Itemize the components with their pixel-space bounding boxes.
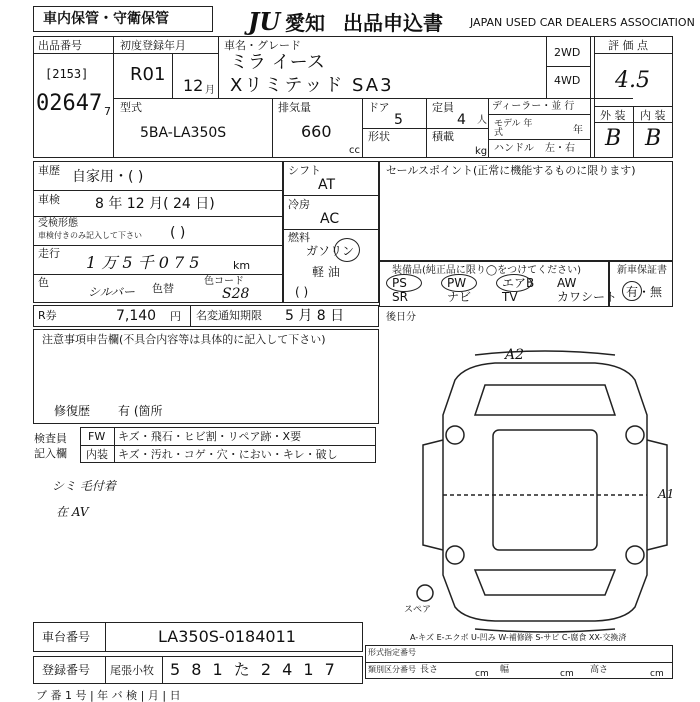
displacement-label: 排気量: [278, 101, 311, 114]
history-label: 車歴: [38, 164, 60, 177]
sales-point-label: セールスポイント(正常に機能するものに限ります): [386, 164, 636, 177]
fuel-gasoline-circle: [334, 238, 360, 262]
car-diagram: [415, 345, 675, 635]
recycle-label: R券: [38, 309, 57, 322]
inspector-label-2: 記入欄: [34, 447, 67, 460]
year-unit: 年: [573, 125, 583, 136]
footer-text: ブ 番 1 号 | 年 バ 検 | 月 | 日: [36, 689, 181, 702]
tax-label: 名変通知期限: [196, 309, 262, 322]
handwritten-note-2: 在 AV: [56, 505, 89, 519]
color-code-value: S28: [222, 286, 250, 302]
height-label: 高さ: [590, 665, 609, 675]
damage-mark-a2: A2: [505, 347, 525, 363]
shape-label: 形状: [368, 130, 390, 143]
first-reg-year: R01: [130, 64, 166, 85]
inspection-label: 車検: [38, 193, 60, 206]
dealer-label: ディーラー・並 行: [492, 101, 575, 112]
handle-label: ハンドル: [494, 143, 534, 154]
first-reg-month: 12: [183, 76, 204, 95]
length-label: 長さ: [420, 665, 439, 675]
fuel-other: ( ): [295, 285, 309, 299]
plate-region: 尾張小牧: [110, 664, 154, 677]
fw-label: FW: [88, 430, 106, 443]
width-label: 幅: [500, 665, 510, 675]
height-unit: cm: [650, 669, 664, 679]
vehicle-grade: Xリミテッド SA3: [230, 75, 394, 96]
displacement-unit: cc: [349, 145, 360, 156]
chassis-value: LA350S-0184011: [158, 627, 296, 646]
plate-label: 登録番号: [42, 663, 91, 677]
model-label: 型式: [120, 101, 142, 114]
displacement-value: 660: [301, 122, 332, 141]
vehicle-name: ミラ イース: [230, 52, 325, 73]
plate-value: 5 8 1 た 2 4 1 7: [170, 660, 338, 679]
repair-value: 有 (箇所: [118, 404, 163, 418]
length-unit: cm: [475, 669, 489, 679]
fw-items: キズ・飛石・ヒビ割・リペア跡・X要: [118, 430, 302, 443]
storage-label: 車内保管・守衛保管: [43, 11, 169, 27]
equipment-item[interactable]: SR: [392, 290, 408, 304]
listing-number: 02647: [36, 91, 103, 116]
recycle-unit: 円: [170, 310, 181, 323]
equipment-item[interactable]: PW: [447, 276, 467, 290]
equipment-item[interactable]: TV: [502, 290, 518, 304]
org-english: JAPAN USED CAR DEALERS ASSOCIATION: [470, 16, 695, 29]
chassis-label: 車台番号: [42, 630, 91, 644]
doors-label: ドア: [368, 101, 390, 114]
int-items: キズ・汚れ・コゲ・穴・におい・キレ・破し: [118, 448, 338, 461]
first-reg-month-unit: 月: [205, 85, 215, 96]
equipment-item[interactable]: PS: [392, 276, 407, 290]
warranty-label: 新車保証書: [617, 265, 667, 276]
exterior-value: B: [605, 126, 622, 151]
model-value: 5BA-LA350S: [140, 125, 227, 141]
damage-mark-a1: A1: [658, 487, 675, 501]
capacity-value: 4: [457, 112, 466, 128]
accept-note: 車検付きのみ記入して下さい: [38, 231, 142, 240]
exterior-label: 外 装: [600, 109, 626, 122]
ju-logo: JU: [248, 7, 281, 36]
score-value: 4.5: [615, 68, 650, 93]
inspection-value: 8 年 12 月( 24 日): [95, 196, 215, 212]
warranty-value[interactable]: 有・無: [626, 285, 663, 299]
vehicle-name-label: 車名・グレード: [224, 39, 301, 52]
warranty-yes-circle: [622, 281, 642, 301]
interior-label: 内 装: [640, 109, 666, 122]
mileage-unit: km: [233, 259, 251, 272]
width-unit: cm: [560, 669, 574, 679]
color-change-label: 色替: [152, 282, 174, 295]
fuel-label: 燃料: [288, 231, 310, 244]
shift-label: シフト: [288, 164, 321, 177]
load-unit: kg: [475, 146, 488, 157]
equipment-item[interactable]: ナビ: [447, 290, 472, 304]
fuel-diesel[interactable]: 軽 油: [312, 265, 340, 279]
accept-label: 受検形態: [38, 218, 78, 229]
equipment-item[interactable]: AW: [557, 276, 577, 290]
doors-value: 5: [394, 112, 403, 128]
form-title: 出品申込書: [343, 11, 443, 35]
ac-value: AC: [320, 211, 340, 227]
listing-number-label: 出品番号: [38, 39, 82, 52]
tax-value: 5 月 8 日: [285, 308, 345, 324]
shift-value: AT: [318, 177, 336, 193]
mileage-value: 1 万 5 千 0 7 5: [86, 253, 200, 272]
drive-2wd[interactable]: 2WD: [554, 46, 581, 59]
equipment-label: 装備品(純正品に限り◯をつけてください): [392, 265, 581, 276]
equipment-item[interactable]: カワシート: [557, 290, 618, 304]
repair-label: 修復歴: [54, 404, 91, 418]
int-label: 内装: [86, 448, 108, 461]
handle-value[interactable]: 左・右: [545, 143, 575, 154]
accept-value: ( ): [170, 225, 186, 241]
notes-label: 注意事項申告欄(不具合内容等は具体的に記入して下さい): [42, 333, 326, 346]
recycle-value: 7,140: [116, 308, 157, 324]
capacity-label: 定員: [432, 101, 454, 114]
handwritten-note-1: シミ 毛付着: [52, 479, 116, 493]
listing-number-suffix: 7: [104, 105, 111, 118]
color-label: 色: [38, 276, 49, 289]
color-value: シルバー: [88, 285, 135, 299]
after-label: 後日分: [386, 312, 416, 323]
fuel-gasoline[interactable]: ガソリン: [306, 244, 355, 258]
model-year-label: モデル 年式: [494, 119, 533, 138]
history-value: 自家用・( ): [72, 169, 144, 185]
equipment-item[interactable]: エアB: [502, 276, 535, 290]
capacity-unit: 人: [477, 115, 487, 126]
ac-label: 冷房: [288, 198, 310, 211]
load-label: 積載: [432, 130, 454, 143]
first-reg-label: 初度登録年月: [120, 39, 186, 52]
drive-4wd[interactable]: 4WD: [554, 74, 581, 87]
color-code-label: 色コード: [204, 276, 244, 287]
damage-legend: A-キズ E-エクボ U-凹み W-補修跡 S-サビ C-腐食 XX-交換済: [410, 633, 627, 642]
form-number-label: 形式指定番号: [368, 648, 416, 657]
org-name: 愛知: [285, 11, 325, 35]
interior-value: B: [645, 126, 662, 151]
inspector-label-1: 検査員: [34, 432, 67, 445]
equipment-grid: [386, 276, 618, 305]
listing-bracket-number: [2153]: [45, 67, 89, 81]
score-label: 評 価 点: [608, 39, 648, 52]
spare-label: スペア: [404, 605, 432, 615]
class-number-label: 類別区分番号: [368, 665, 416, 674]
mileage-label: 走行: [38, 247, 60, 260]
